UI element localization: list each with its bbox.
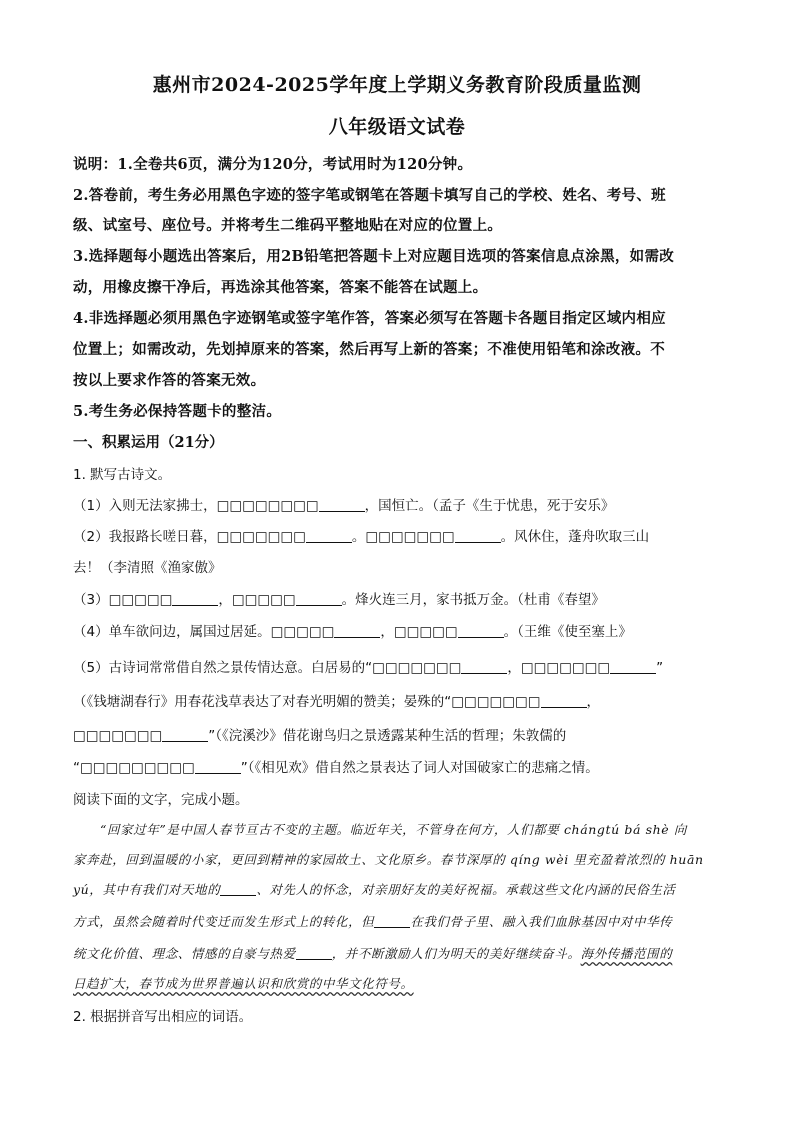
q1-item-2-cont: 去！（李清照《渔家傲》 (73, 560, 222, 576)
instruction-line: 级、试室号、座位号。并将考生二维码平整地贴在对应的位置上。 (73, 217, 503, 234)
passage-line: 方式，虽然会随着时代变迁而发生形式上的转化，但 在我们骨子里、融入我们血脉基因中对中华传 (73, 914, 673, 929)
answer-blank (319, 497, 365, 512)
answer-blank (162, 727, 208, 742)
exam-subtitle: 八年级语文试卷 (328, 116, 466, 138)
wavy-underlined-sentence: 日趋扩大，春节成为世界普遍认识和欣赏的中华文化符号。 (73, 976, 414, 991)
answer-blank (458, 623, 504, 638)
q1-item-2: （2）我报路长嗟日暮，□□□□□□□ 。□□□□□□□ 。风休住，蓬舟吹取三山 (73, 529, 650, 545)
question-2-title: 2. 根据拼音写出相应的词语。 (73, 1009, 253, 1025)
exam-title: 惠州市2024-2025学年度上学期义务教育阶段质量监测 (152, 74, 642, 96)
instruction-line: 位置上；如需改动，先划掉原来的答案，然后再写上新的答案；不准使用铅笔和涂改液。不 (73, 341, 665, 358)
instruction-line: 动，用橡皮擦干净后，再选涂其他答案，答案不能答在试题上。 (73, 279, 488, 296)
answer-blank (461, 659, 507, 674)
q1-item-5-cont: （《钱塘湖春行》用春花浅草表达了对春光明媚的赞美；晏殊的“□□□□□□□ ， (73, 694, 601, 710)
q1-item-4: （4）单车欲问边，属国过居延。□□□□□ ，□□□□□ 。（王维《使至塞上》 (73, 624, 632, 640)
reading-intro: 阅读下面的文字，完成小题。 (73, 792, 249, 808)
answer-blank (334, 623, 380, 638)
instruction-line: 5.考生务必保持答题卡的整洁。 (73, 403, 282, 420)
answer-blank (220, 883, 256, 896)
passage-line: 家奔赴，回到温暖的小家，更回到精神的家园故土、文化原乡。春节深厚的 qíng wèi 里充盈着浓烈的 huān (73, 852, 704, 867)
instruction-line: 3.选择题每小题选出答案后，用2B铅笔把答题卡上对应题目选项的答案信息点涂黑，如需改 (73, 248, 675, 265)
answer-blank (296, 947, 332, 960)
passage-line: 统文化价值、理念、情感的自豪与热爱 ，并不断激励人们为明天的美好继续奋斗。海外传播范围的 (73, 946, 673, 961)
answer-blank (610, 659, 656, 674)
question-1-title: 1. 默写古诗文。 (73, 467, 172, 483)
wavy-underlined-sentence: 海外传播范围的 (580, 946, 673, 961)
instruction-line: 2.答卷前，考生务必用黑色字迹的签字笔或钢笔在答题卡填写自己的学校、姓名、考号、班 (73, 187, 666, 204)
passage-line: yú，其中有我们对天地的 、对先人的怀念，对亲朋好友的美好祝福。承载这些文化内涵的民俗生活 (73, 882, 676, 897)
instruction-line: 说明：1.全卷共6页，满分为120分，考试用时为120分钟。 (73, 156, 473, 173)
answer-blank (541, 693, 587, 708)
q1-item-5-cont: “□□□□□□□□□ ”（《相见欢》借自然之景表达了词人对国破家亡的悲痛之情。 (73, 760, 599, 776)
q1-item-5-cont: □□□□□□□ ”（《浣溪沙》借花谢鸟归之景透露某种生活的哲理；朱敦儒的 (73, 728, 567, 744)
answer-blank (172, 591, 218, 606)
passage-line (73, 974, 723, 992)
answer-blank (296, 591, 342, 606)
q1-item-5: （5）古诗词常常借自然之景传情达意。白居易的“□□□□□□□ ，□□□□□□□ ” (73, 660, 664, 676)
answer-blank (195, 759, 241, 774)
instruction-line: 按以上要求作答的答案无效。 (73, 372, 266, 389)
answer-blank (306, 528, 352, 543)
q1-item-1: （1）入则无法家拂士，□□□□□□□□ ，国恒亡。（孟子《生于忧患，死于安乐》 (73, 498, 615, 514)
passage-line: “回家过年”是中国人春节亘古不变的主题。临近年关，不管身在何方，人们都要 chángtú bá shè 向 (100, 822, 687, 837)
instruction-line: 4.非选择题必须用黑色字迹钢笔或签字笔作答，答案必须写在答题卡各题目指定区域内相应 (73, 310, 666, 327)
answer-blank (455, 528, 501, 543)
section-heading: 一、积累运用（21分） (73, 434, 224, 451)
answer-blank (374, 915, 410, 928)
q1-item-3: （3）□□□□□ ，□□□□□ 。烽火连三月，家书抵万金。（杜甫《春望》 (73, 592, 605, 608)
